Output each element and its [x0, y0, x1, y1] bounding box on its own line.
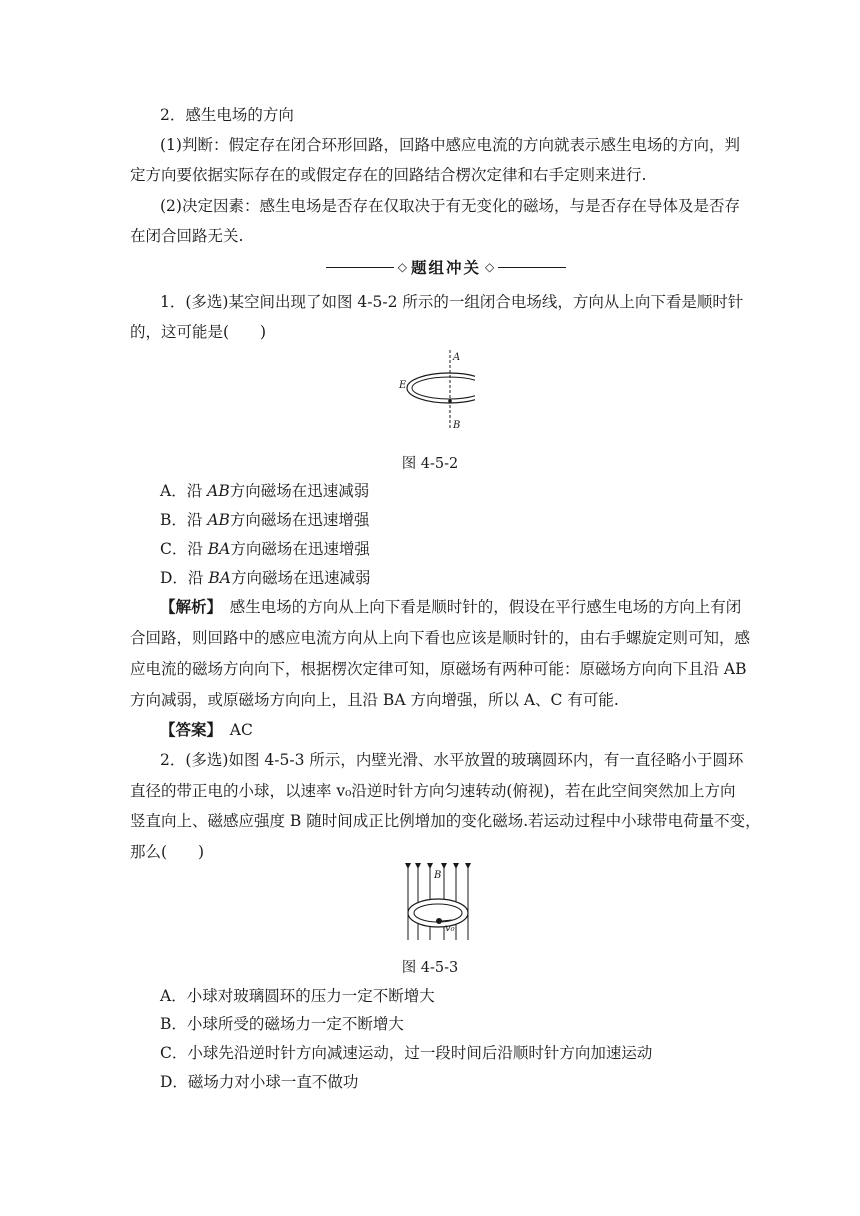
diamond-icon: ◇ — [485, 260, 495, 274]
figure-4-5-3-caption: 图 4-5-3 — [401, 960, 459, 976]
q2-option-b: B．小球所受的磁场力一定不断增大 — [160, 1015, 404, 1033]
q2-stem-line-4: 那么( ) — [130, 843, 205, 861]
option-variable: AB — [207, 511, 230, 529]
diamond-icon: ◇ — [397, 260, 407, 274]
option-text: 方向磁场在迅速增强 — [229, 511, 370, 529]
q1-stem-line-1: 1．(多选)某空间出现了如图 4-5-2 所示的一组闭合电场线，方向从上向下看是顺时针 — [160, 293, 744, 311]
option-prefix: C．沿 — [160, 540, 208, 558]
figure-4-5-3 — [398, 858, 478, 942]
option-variable: BA — [207, 540, 231, 558]
charged-ball — [436, 918, 442, 924]
judge-text-line-2: 定方向要依据实际存在的或假定存在的回路结合楞次定律和右手定则来进行. — [130, 166, 647, 184]
option-text: 方向磁场在迅速增强 — [230, 540, 370, 558]
label-e: E — [399, 380, 407, 391]
q1-analysis-line-4: 方向减弱，或原磁场方向向上，且沿 BA 方向增强，所以 A、C 有可能. — [130, 691, 619, 709]
loop-point — [448, 399, 452, 403]
q2-option-a: A．小球对玻璃圆环的压力一定不断增大 — [160, 987, 435, 1005]
section-divider — [326, 255, 566, 279]
divider-rule-right — [498, 267, 566, 268]
figure-4-5-2 — [395, 346, 475, 436]
analysis-tag: 【解析】 — [160, 597, 215, 616]
label-v0: v₀ — [445, 923, 455, 934]
section-heading: 2．感生电场的方向 — [160, 106, 294, 124]
q2-stem-line-3: 竖直向上、磁感应强度 B 随时间成正比例增加的变化磁场.若运动过程中小球带电荷量不变， — [130, 812, 761, 830]
option-prefix: D．沿 — [160, 569, 209, 587]
inner-field-loop — [412, 377, 475, 399]
figure-4-5-2-caption: 图 4-5-2 — [401, 456, 459, 472]
divider-rule-left — [326, 267, 394, 268]
judge-text-line-1: (1)判断：假定存在闭合环形回路，回路中感应电流的方向就表示感生电场的方向，判 — [160, 136, 740, 154]
answer-value: AC — [214, 721, 253, 739]
q2-stem-line-2: 直径的带正电的小球，以速率 v₀沿逆时针方向匀速转动(俯视)，若在此空间突然加上方向 — [130, 782, 736, 800]
option-text: 方向磁场在迅速减弱 — [229, 482, 370, 500]
q1-option-c — [160, 538, 760, 560]
q1-analysis-line-3: 应电流的磁场方向向下，根据楞次定律可知，原磁场有两种可能：原磁场方向向下且沿 AB — [130, 660, 747, 678]
option-variable: BA — [208, 569, 231, 587]
option-prefix: A．沿 — [160, 482, 208, 500]
factor-text-line-1: (2)决定因素：感生电场是否存在仅取决于有无变化的磁场，与是否存在导体及是否存 — [160, 197, 740, 215]
option-text: 方向磁场在迅速减弱 — [230, 569, 371, 587]
option-prefix: B．沿 — [160, 511, 208, 529]
q1-stem-line-2: 的，这可能是( ) — [130, 323, 267, 341]
factor-text-line-2: 在闭合回路无关. — [130, 227, 244, 245]
label-b-field: B — [434, 870, 442, 881]
label-b: B — [453, 420, 461, 431]
q2-option-d: D．磁场力对小球一直不做功 — [160, 1073, 359, 1091]
q2-stem-line-1: 2．(多选)如图 4-5-3 所示，内壁光滑、水平放置的玻璃圆环内，有一直径略小于圆环 — [160, 751, 744, 769]
q1-option-b — [160, 509, 760, 531]
label-a: A — [453, 352, 461, 363]
answer-tag: 【答案】 — [160, 720, 215, 739]
q1-analysis-line-2: 合回路，则回路中的感应电流方向从上向下看也应该是顺时针的，由右手螺旋定则可知，感 — [130, 629, 751, 647]
q1-option-a — [160, 480, 760, 502]
divider-title: 题组冲关 — [411, 258, 482, 277]
q1-analysis-line-1 — [160, 596, 760, 618]
option-variable: AB — [207, 482, 230, 500]
q2-option-c: C．小球先沿逆时针方向减速运动，过一段时间后沿顺时针方向加速运动 — [160, 1044, 653, 1062]
q1-option-d — [160, 567, 760, 589]
analysis-text: 感生电场的方向从上向下看是顺时针的，假设在平行感生电场的方向上有闭 — [214, 598, 742, 616]
q1-answer — [160, 719, 760, 741]
